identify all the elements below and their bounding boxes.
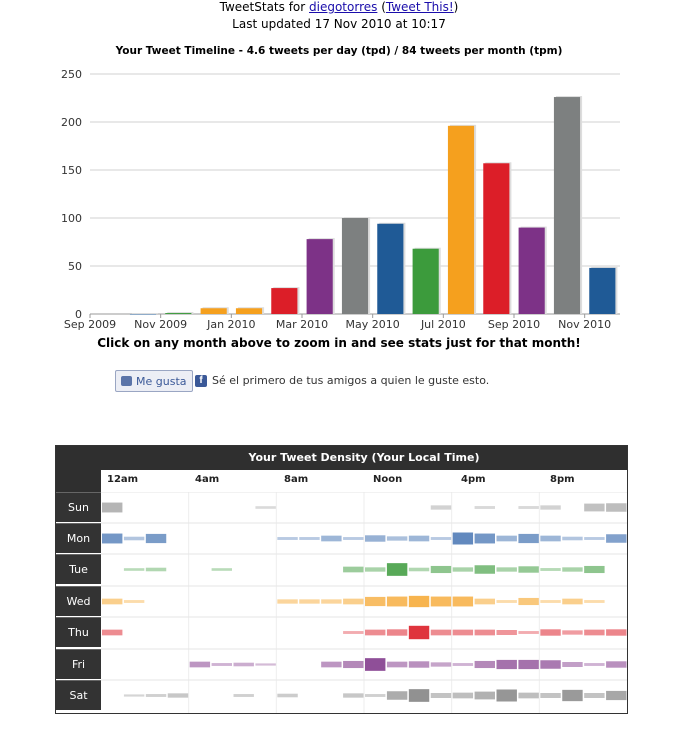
density-cell-fri-23 [606, 661, 626, 667]
hour-label-12am: 12am [107, 474, 139, 485]
hour-label-4am: 4am [195, 474, 220, 485]
density-cell-mon-17 [475, 534, 495, 544]
density-cell-sun-22 [584, 504, 604, 512]
density-cell-wed-20 [540, 600, 560, 603]
y-tick-label: 150 [61, 164, 82, 177]
density-cell-sat-8 [277, 694, 297, 698]
bar-nov-2009[interactable] [165, 313, 191, 314]
density-cell-thu-21 [562, 630, 582, 634]
density-cell-sat-13 [387, 691, 407, 700]
x-tick-label: Jul 2010 [420, 318, 466, 331]
bar-oct-2009[interactable] [130, 314, 156, 315]
density-cell-sat-17 [475, 692, 495, 700]
density-cell-fri-7 [255, 663, 275, 665]
facebook-social-text [195, 374, 489, 387]
thumbs-up-icon [121, 376, 132, 386]
like-label: Me gusta [136, 374, 187, 388]
density-cell-tue-17 [475, 565, 495, 574]
bar-sep-2010[interactable] [519, 228, 545, 314]
x-tick-label: Nov 2010 [558, 318, 612, 331]
density-cell-fri-20 [540, 660, 560, 669]
username-link[interactable]: diegotorres [309, 0, 378, 14]
tweet-timeline-chart [0, 36, 678, 334]
density-cell-fri-4 [190, 662, 210, 668]
density-cell-thu-20 [540, 629, 560, 635]
bar-shadow [132, 313, 158, 314]
density-cell-mon-10 [321, 536, 341, 542]
density-cell-sun-7 [255, 506, 275, 509]
density-cell-sat-12 [365, 694, 385, 697]
density-cell-sat-22 [584, 693, 604, 698]
density-cell-tue-20 [540, 568, 560, 571]
y-tick-label: 0 [75, 308, 82, 321]
density-cell-wed-17 [475, 599, 495, 605]
density-cell-wed-12 [365, 597, 385, 606]
density-cell-mon-23 [606, 534, 626, 543]
density-cell-wed-19 [518, 598, 538, 605]
density-cell-mon-16 [453, 533, 473, 545]
density-cell-wed-21 [562, 599, 582, 605]
density-cell-tue-14 [409, 568, 429, 572]
density-cell-wed-22 [584, 600, 604, 603]
density-cell-tue-12 [365, 567, 385, 571]
density-cell-fri-21 [562, 662, 582, 667]
day-label-tue: Tue [56, 554, 101, 584]
bar-nov-2010[interactable] [589, 268, 615, 314]
density-cell-fri-10 [321, 662, 341, 668]
density-cell-fri-11 [343, 661, 363, 668]
y-tick-label: 250 [61, 68, 82, 81]
bar-may-2010[interactable] [377, 224, 403, 314]
facebook-like-button[interactable] [115, 370, 193, 392]
density-cell-thu-13 [387, 629, 407, 635]
bar-aug-2010[interactable] [483, 163, 509, 314]
header-line: TweetStats for diegotorres (Tweet This!) [219, 0, 459, 14]
density-cell-sun-23 [606, 503, 626, 512]
density-cell-thu-22 [584, 630, 604, 636]
density-cell-fri-5 [212, 663, 232, 666]
y-tick-label: 50 [68, 260, 82, 273]
density-cell-thu-23 [606, 629, 626, 635]
density-cell-sat-2 [146, 694, 166, 697]
social-text: Sé el primero de tus amigos a quien le guste esto. [212, 374, 490, 387]
x-tick-label: May 2010 [345, 318, 400, 331]
density-cell-wed-8 [277, 599, 297, 603]
density-cell-wed-15 [431, 597, 451, 607]
density-heatmap [101, 492, 627, 713]
density-cell-tue-1 [124, 568, 144, 571]
day-label-wed: Wed [56, 586, 101, 616]
day-label-mon: Mon [56, 523, 101, 553]
density-cell-thu-0 [102, 630, 122, 636]
hour-label-noon: Noon [373, 474, 403, 485]
bar-feb-2010[interactable] [271, 288, 297, 314]
density-cell-fri-6 [234, 663, 254, 667]
density-cell-sat-18 [497, 690, 517, 702]
density-cell-wed-11 [343, 599, 363, 605]
density-cell-thu-11 [343, 631, 363, 634]
density-cell-tue-22 [584, 566, 604, 573]
density-corner [56, 446, 101, 492]
density-cell-sun-17 [475, 506, 495, 509]
y-tick-label: 100 [61, 212, 82, 225]
density-cell-mon-11 [343, 537, 363, 540]
density-cell-sat-1 [124, 694, 144, 696]
density-cell-tue-19 [518, 566, 538, 572]
density-cell-sat-15 [431, 693, 451, 698]
density-cell-tue-5 [212, 568, 232, 571]
density-cell-wed-10 [321, 599, 341, 603]
density-title: Your Tweet Density (Your Local Time) [101, 446, 627, 470]
density-cell-tue-11 [343, 567, 363, 573]
density-cell-fri-18 [497, 660, 517, 669]
day-label-sun: Sun [56, 492, 101, 522]
density-cell-fri-12 [365, 658, 385, 671]
bar-oct-2010[interactable] [554, 97, 580, 314]
y-tick-label: 200 [61, 116, 82, 129]
bar-dec-2009[interactable] [201, 308, 227, 314]
density-cell-tue-13 [387, 563, 407, 576]
bar-jan-2010[interactable] [236, 308, 262, 314]
density-cell-fri-15 [431, 662, 451, 666]
x-tick-label: Jan 2010 [207, 318, 256, 331]
x-tick-label: Sep 2010 [487, 318, 541, 331]
hour-label-4pm: 4pm [461, 474, 486, 485]
density-cell-mon-20 [540, 536, 560, 542]
density-cell-sun-19 [518, 506, 538, 509]
density-cell-fri-19 [518, 660, 538, 669]
density-cell-mon-1 [124, 537, 144, 541]
density-cell-fri-13 [387, 662, 407, 668]
density-cell-mon-13 [387, 536, 407, 540]
tweet-density-panel [55, 445, 628, 714]
density-cell-thu-17 [475, 630, 495, 636]
facebook-icon: f [195, 375, 207, 387]
density-cell-mon-0 [102, 534, 122, 544]
density-cell-wed-18 [497, 600, 517, 603]
density-cell-thu-12 [365, 630, 385, 636]
density-cell-wed-0 [102, 599, 122, 605]
density-cell-fri-14 [409, 661, 429, 667]
density-cell-tue-21 [562, 567, 582, 571]
density-cell-thu-15 [431, 630, 451, 636]
tweet-this-link[interactable]: Tweet This! [385, 0, 454, 14]
zoom-instruction: Click on any month above to zoom in and see stats just for that month! [97, 336, 581, 350]
hour-label-8am: 8am [284, 474, 309, 485]
x-tick-label: Sep 2009 [63, 318, 117, 331]
density-cell-wed-9 [299, 599, 319, 603]
bar-mar-2010[interactable] [307, 239, 333, 314]
density-cell-sat-16 [453, 693, 473, 699]
density-cell-mon-9 [299, 537, 319, 540]
density-cell-thu-16 [453, 630, 473, 636]
density-cell-mon-21 [562, 537, 582, 541]
density-cell-mon-15 [431, 537, 451, 540]
density-cell-wed-1 [124, 600, 144, 603]
density-cell-tue-15 [431, 566, 451, 573]
density-cell-wed-14 [409, 596, 429, 607]
density-cell-sat-6 [234, 694, 254, 697]
day-label-fri: Fri [56, 649, 101, 679]
density-cell-tue-18 [497, 567, 517, 571]
density-cell-sun-20 [540, 505, 560, 509]
density-cell-mon-12 [365, 535, 385, 541]
day-label-thu: Thu [56, 617, 101, 647]
density-cell-mon-19 [518, 534, 538, 543]
hour-label-8pm: 8pm [550, 474, 575, 485]
chart-title: Your Tweet Timeline - 4.6 tweets per day (tpd) / 84 tweets per month (tpm) [115, 45, 563, 57]
density-cell-sat-11 [343, 693, 363, 697]
bar-jul-2010[interactable] [448, 126, 474, 314]
density-cell-sat-19 [518, 693, 538, 699]
header-prefix: TweetStats for [219, 0, 310, 14]
density-cell-sat-23 [606, 691, 626, 700]
x-tick-label: Mar 2010 [275, 318, 329, 331]
density-cell-mon-18 [497, 536, 517, 542]
density-cell-sat-21 [562, 690, 582, 701]
density-cell-fri-22 [584, 663, 604, 666]
last-updated: Last updated 17 Nov 2010 at 10:17 [232, 17, 446, 31]
density-cell-thu-19 [518, 631, 538, 634]
density-cell-sat-3 [168, 693, 188, 697]
density-cell-tue-2 [146, 568, 166, 572]
density-cell-mon-14 [409, 536, 429, 542]
density-cell-tue-16 [453, 567, 473, 571]
density-cell-wed-16 [453, 597, 473, 607]
density-cell-thu-18 [497, 630, 517, 635]
bar-apr-2010[interactable] [342, 218, 368, 314]
density-cell-thu-14 [409, 626, 429, 639]
density-cell-sun-0 [102, 503, 122, 513]
density-cell-fri-17 [475, 661, 495, 668]
density-cell-sun-15 [431, 505, 451, 509]
day-label-sat: Sat [56, 680, 101, 710]
density-cell-sat-14 [409, 689, 429, 702]
density-cell-fri-16 [453, 663, 473, 666]
x-tick-label: Nov 2009 [134, 318, 188, 331]
density-cell-mon-22 [584, 537, 604, 540]
density-cell-mon-2 [146, 534, 166, 543]
density-cell-wed-13 [387, 597, 407, 607]
bar-jun-2010[interactable] [413, 249, 439, 314]
density-cell-mon-8 [277, 537, 297, 540]
density-cell-sat-20 [540, 693, 560, 698]
